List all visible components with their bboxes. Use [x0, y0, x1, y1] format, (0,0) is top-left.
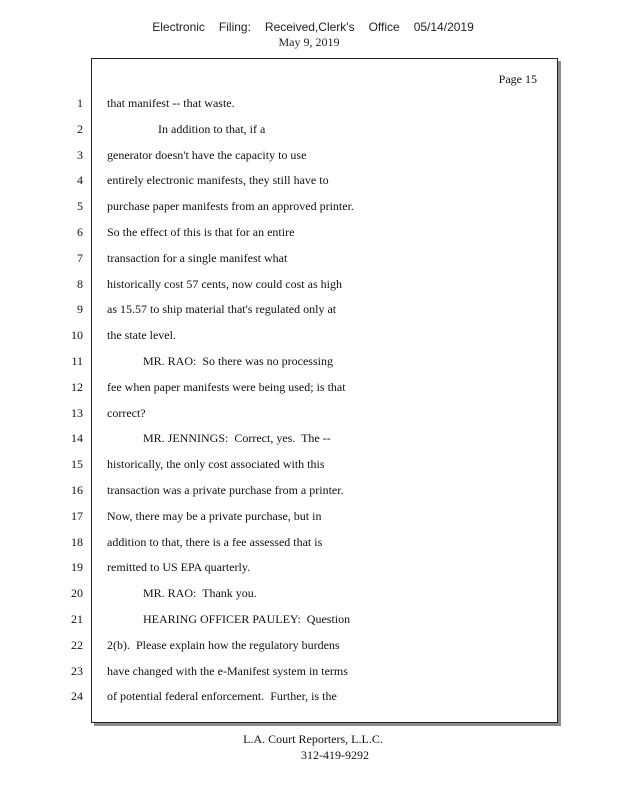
reporter-company: L.A. Court Reporters, L.L.C.: [243, 732, 383, 746]
line-number: 11: [71, 353, 83, 368]
line-number: 8: [77, 276, 83, 291]
line-number: 18: [71, 534, 83, 549]
line-number: 16: [71, 482, 83, 497]
transcript-text: [107, 91, 547, 710]
line-number-column: [55, 91, 83, 710]
transcript-line: that manifest -- that waste.: [107, 96, 235, 110]
line-number: 3: [77, 147, 83, 162]
transcript-line: have changed with the e-Manifest system in terms: [107, 663, 348, 678]
line-number: 24: [71, 689, 83, 704]
line-number: 20: [71, 586, 83, 601]
filing-stamp: [0, 20, 618, 34]
line-number: 13: [71, 405, 83, 420]
transcript-line: of potential federal enforcement. Further, is the: [107, 689, 337, 704]
transcript-line: fee when paper manifests were being used; is that: [107, 379, 346, 394]
line-number: 4: [77, 173, 83, 188]
transcript-line: So the effect of this is that for an entire: [107, 224, 295, 239]
reporter-phone: 312-419-9292: [301, 748, 369, 762]
line-number: 23: [71, 663, 83, 678]
line-number: 22: [71, 637, 83, 652]
page-number: Page 15: [498, 72, 537, 86]
hearing-date: May 9, 2019: [278, 35, 340, 49]
line-number: 1: [77, 96, 83, 110]
line-number: 9: [77, 302, 83, 317]
line-number: 12: [71, 379, 83, 394]
line-number: 19: [71, 560, 83, 575]
line-number: 21: [71, 611, 83, 626]
filing-part: Filing:: [218, 20, 251, 34]
transcript-line: MR. RAO: So there was no processing: [107, 353, 333, 368]
filing-part: Electronic: [152, 20, 205, 34]
transcript-line: remitted to US EPA quarterly.: [107, 560, 251, 575]
transcript-line: Now, there may be a private purchase, but in: [107, 508, 322, 523]
line-number: 5: [77, 199, 83, 214]
transcript-line: In addition to that, if a: [107, 121, 266, 136]
filing-part: Office: [368, 20, 400, 34]
line-number: 10: [71, 328, 83, 343]
reporter-footer: [0, 732, 618, 763]
transcript-line: purchase paper manifests from an approved printer.: [107, 199, 354, 214]
transcript-line: addition to that, there is a fee assessed that is: [107, 534, 323, 549]
transcript-line: generator doesn't have the capacity to use: [107, 147, 307, 162]
line-number: 14: [71, 431, 83, 446]
filing-header: [0, 20, 618, 50]
transcript-line: MR. RAO: Thank you.: [107, 586, 257, 601]
transcript-line: 2(b). Please explain how the regulatory burdens: [107, 637, 340, 652]
transcript-line: transaction for a single manifest what: [107, 250, 288, 265]
line-number: 15: [71, 457, 83, 472]
transcript-line: entirely electronic manifests, they still have to: [107, 173, 329, 188]
filing-part: Received,Clerk's: [264, 20, 355, 34]
transcript-line: correct?: [107, 405, 146, 420]
transcript-line: MR. JENNINGS: Correct, yes. The --: [107, 431, 331, 446]
line-number: 6: [77, 224, 83, 239]
line-number: 7: [77, 250, 83, 265]
filing-part: 05/14/2019: [413, 20, 474, 34]
line-number: 17: [71, 508, 83, 523]
transcript-line: HEARING OFFICER PAULEY: Question: [107, 611, 351, 626]
transcript-line: historically cost 57 cents, now could cost as high: [107, 276, 342, 291]
line-number: 2: [77, 121, 83, 136]
transcript-line: historically, the only cost associated with this: [107, 457, 325, 472]
transcript-line: transaction was a private purchase from a printer.: [107, 482, 344, 497]
transcript-line: as 15.57 to ship material that's regulated only at: [107, 302, 337, 317]
transcript-line: the state level.: [107, 328, 176, 343]
